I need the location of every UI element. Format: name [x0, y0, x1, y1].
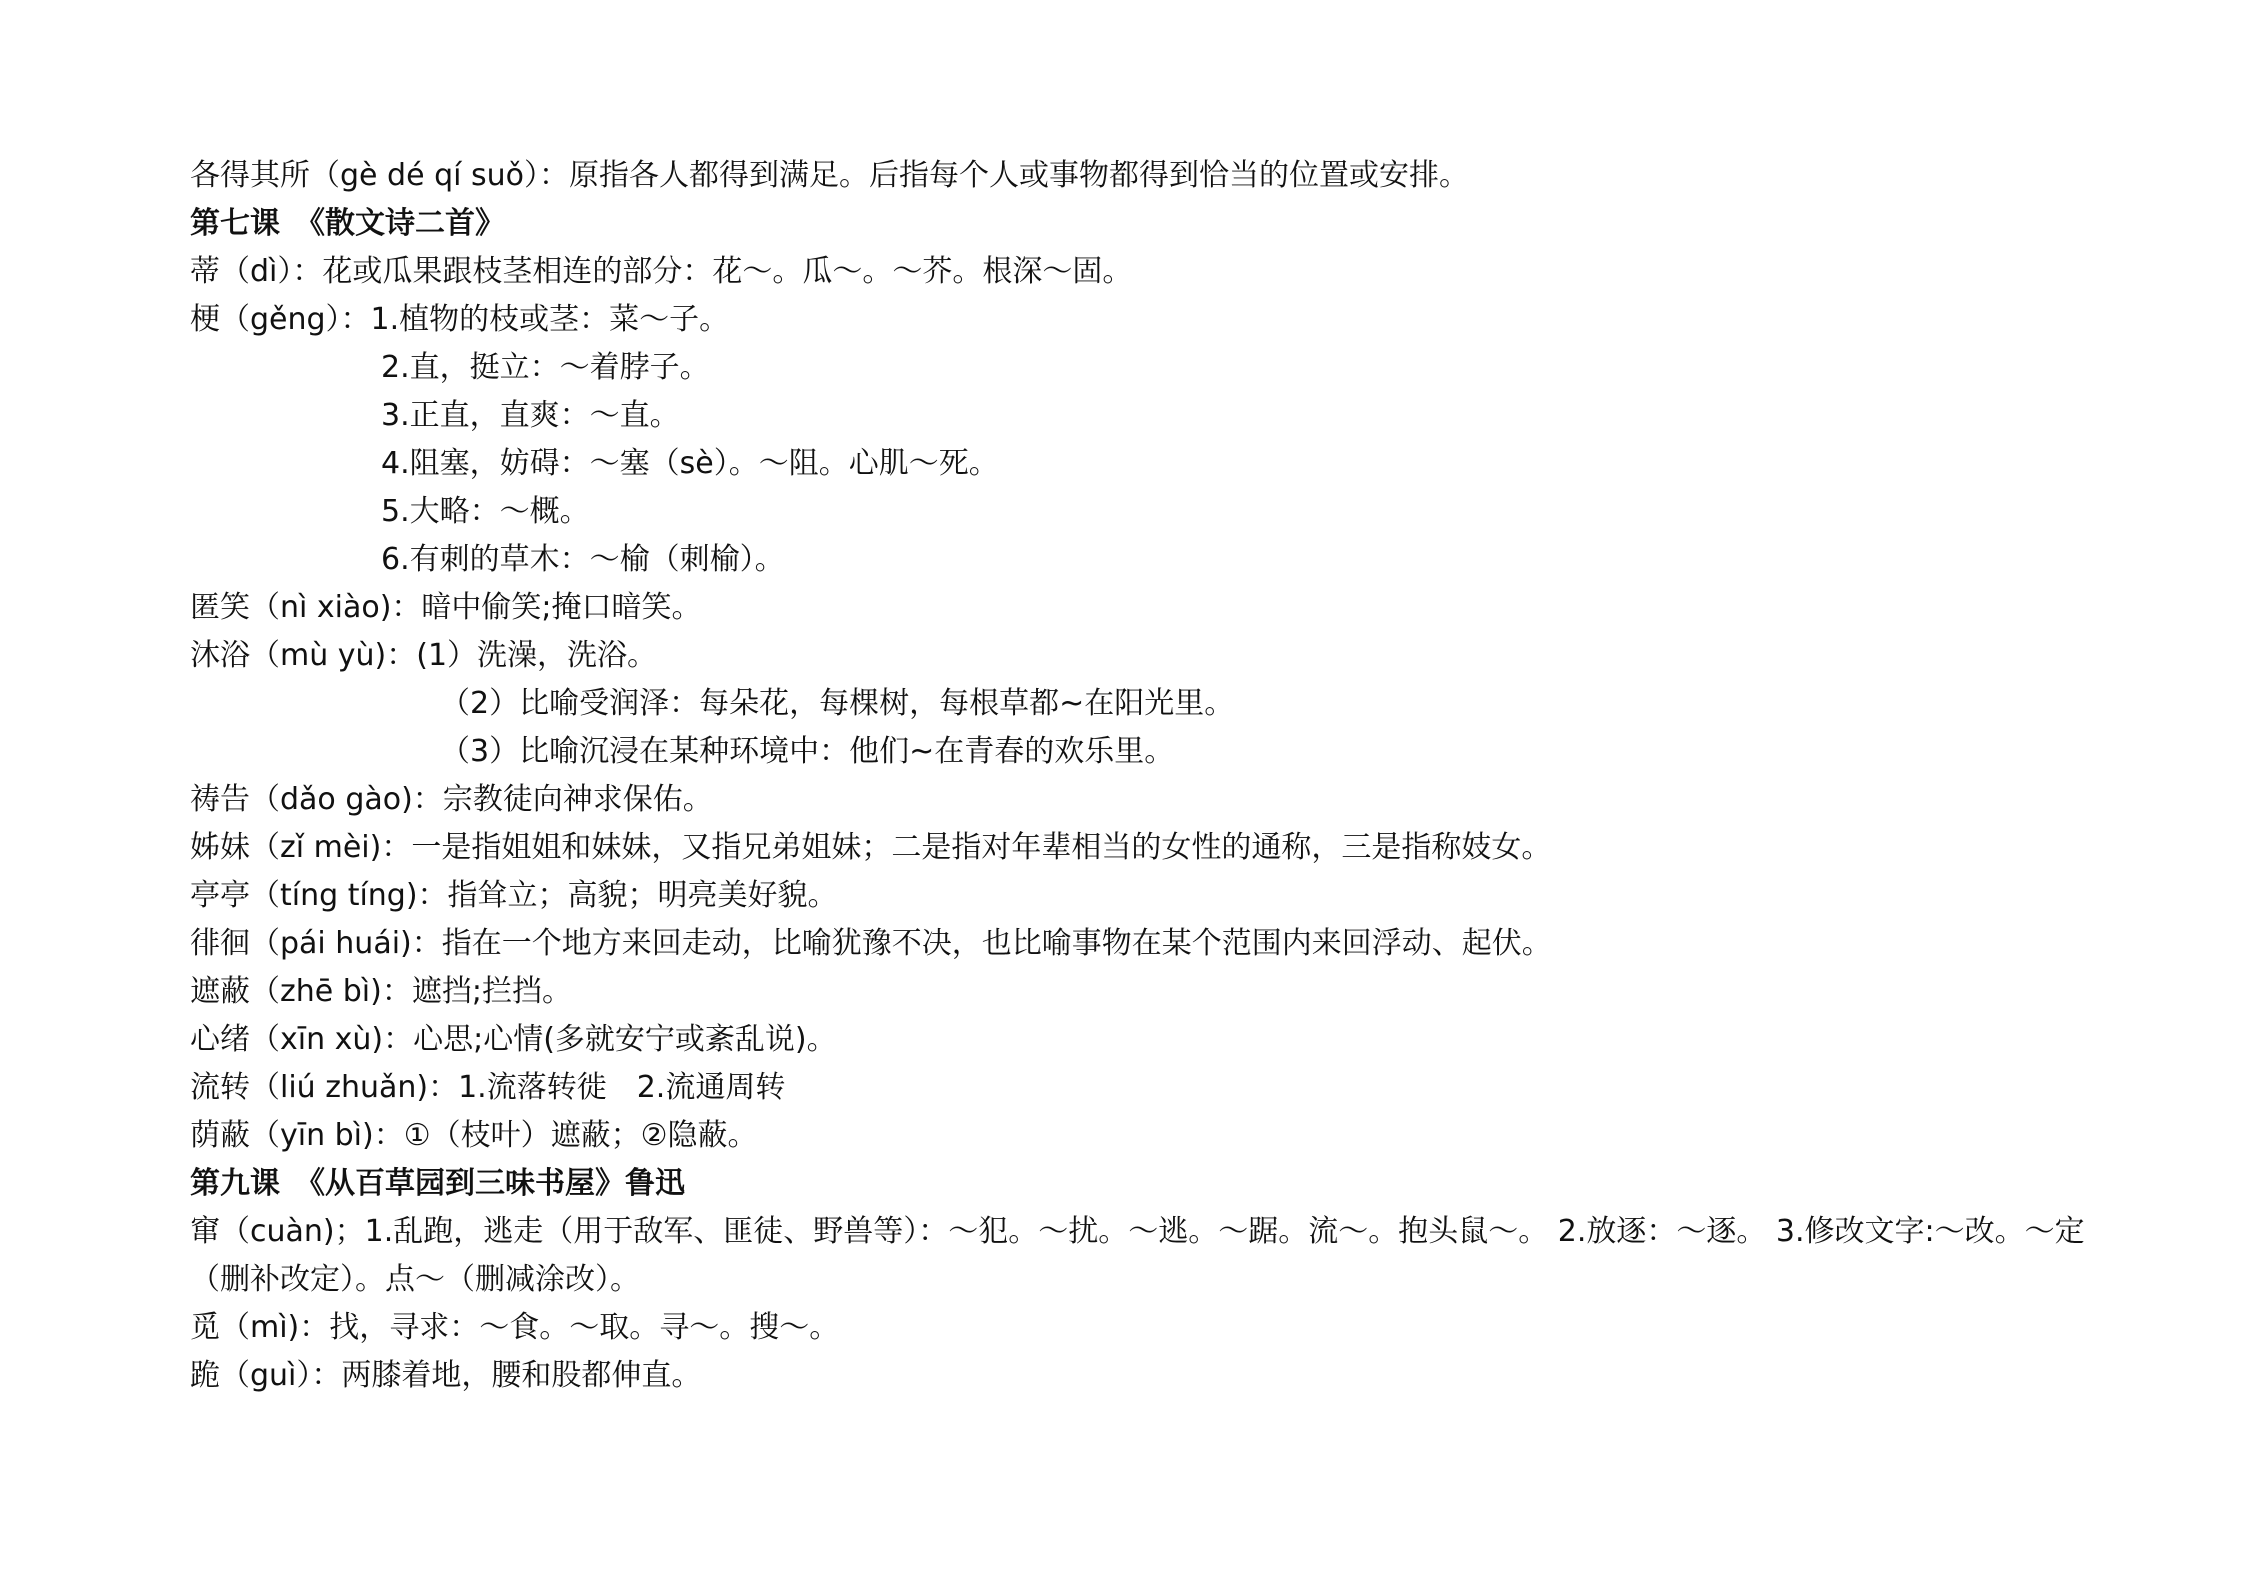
entry-mu-yu-def-3: （3）比喻沉浸在某种环境中：他们~在青春的欢乐里。: [440, 734, 1175, 769]
entry-ni-xiao: 匿笑（nì xiào)：暗中偷笑;掩口暗笑。: [190, 590, 702, 625]
entry-di: 蒂（dì）：花或瓜果跟枝茎相连的部分：花～。瓜～。～芥。根深～固。: [190, 254, 1133, 289]
entry-geng-def-3: 3.正直，直爽：～直。: [381, 398, 680, 433]
document-page: [190, 152, 2110, 1400]
entry-yin-bi: 荫蔽（yīn bì)：①（枝叶）遮蔽；②隐蔽。: [190, 1118, 758, 1153]
entry-geng-def-4: 4.阻塞，妨碍：～塞（sè）。～阻。心肌～死。: [381, 446, 999, 481]
lesson-7-heading: 第七课 《散文诗二首》: [190, 206, 505, 241]
entry-xin-xu: 心绪（xīn xù)：心思;心情(多就安宁或紊乱说)。: [190, 1022, 837, 1057]
entry-pai-huai: 徘徊（pái huái)：指在一个地方来回走动，比喻犹豫不决，也比喻事物在某个范围内来回浮动、起伏。: [190, 926, 1552, 961]
entry-ting-ting: 亭亭（tíng tíng)：指耸立；高貌；明亮美好貌。: [190, 878, 838, 913]
lesson-9-heading: 第九课 《从百草园到三味书屋》鲁迅: [190, 1166, 685, 1201]
entry-zi-mei: 姊妹（zǐ mèi)：一是指姐姐和妹妹，又指兄弟姐妹；二是指对年辈相当的女性的通称，三是指称妓女。: [190, 830, 1552, 865]
entry-ge-de-qi-suo: 各得其所（gè dé qí suǒ）：原指各人都得到满足。后指每个人或事物都得到恰当的位置或安排。: [190, 158, 1469, 193]
entry-geng-def-2: 2.直，挺立：～着脖子。: [381, 350, 710, 385]
entry-mi: 觅（mì)：找，寻求：～食。～取。寻～。搜～。: [190, 1310, 840, 1345]
entry-gui: 跪（guì）：两膝着地，腰和股都伸直。: [190, 1358, 702, 1393]
entry-geng-def-6: 6.有刺的草木：～榆（刺榆）。: [381, 542, 785, 577]
entry-mu-yu: 沐浴（mù yù)：(1）洗澡，洗浴。: [190, 638, 658, 673]
entry-dao-gao: 祷告（dǎo gào)：宗教徒向神求保佑。: [190, 782, 713, 817]
entry-geng-def-5: 5.大略：～概。: [381, 494, 590, 529]
entry-liu-zhuan: 流转（liú zhuǎn)：1.流落转徙 2.流通周转: [190, 1070, 786, 1105]
entry-cuan: 窜（cuàn)；1.乱跑，逃走（用于敌军、匪徒、野兽等）：～犯。～扰。～逃。～踞。流～。抱头鼠～。 2.放逐：～逐。 3.修改文字:～改。～定（删补改定）。点～（删减涂改）。: [190, 1214, 2085, 1297]
entry-zhe-bi: 遮蔽（zhē bì)：遮挡;拦挡。: [190, 974, 572, 1009]
entry-mu-yu-def-2: （2）比喻受润泽：每朵花，每棵树，每根草都~在阳光里。: [440, 686, 1235, 721]
entry-geng: 梗（gěng）：1.植物的枝或茎：菜～子。: [190, 302, 730, 337]
